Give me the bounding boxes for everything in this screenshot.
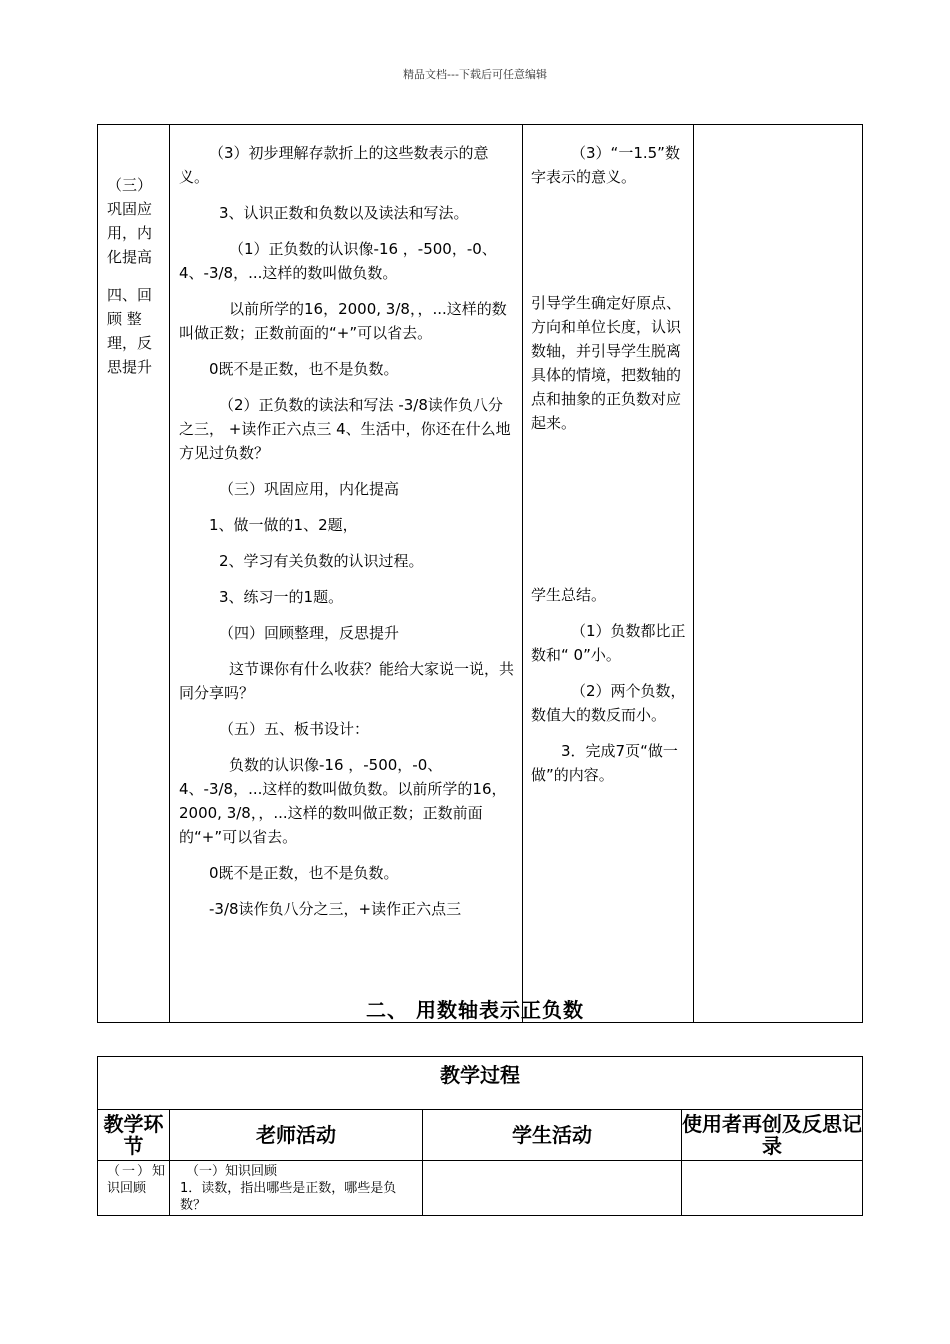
lesson-table-continued [97, 124, 863, 1023]
student-text: （1）负数都比正数和“ 0”小。 [531, 622, 686, 664]
header-reflection: 使用者再创及反思记录 [682, 1110, 863, 1161]
teacher-text: 以前所学的16，2000, 3/8，，...这样的数叫做正数；正数前面的“+”可以省去。 [179, 300, 507, 342]
reflection-cell [694, 125, 863, 1023]
row-stage: （一）知识回顾 [98, 1161, 170, 1216]
student-activity-cell [523, 125, 694, 1023]
teacher-text: （1）正负数的认识像-16 ，-500，-0、4、-3/8，...这样的数叫做负数。 [179, 240, 497, 282]
teacher-text: -3/8读作负八分之三，+读作正六点三 [209, 900, 462, 918]
process-title: 教学过程 [98, 1057, 863, 1110]
student-text: （2）两个负数，数值大的数反而小。 [531, 682, 686, 724]
teacher-text: 这节课你有什么收获？能给大家说一说，共同分享吗？ [179, 660, 515, 702]
teacher-text: 3、认识正数和负数以及读法和写法。 [219, 204, 469, 222]
page-header: 精品文档---下载后可任意编辑 [403, 68, 547, 81]
row-teacher-line: （一）知识回顾 [186, 1164, 278, 1179]
stage-label-4: 四、回顾 整理，反思提升 [107, 286, 153, 376]
teacher-text: 1、做一做的1、2题， [209, 516, 358, 534]
header-student: 学生活动 [423, 1110, 682, 1161]
row-student [423, 1161, 682, 1216]
teacher-text: （三）巩固应用，内化提高 [219, 480, 400, 498]
teacher-activity-cell [170, 125, 523, 1023]
section-title: 二、 用数轴表示正负数 [366, 998, 584, 1022]
teacher-text: 0既不是正数，也不是负数。 [209, 360, 399, 378]
teacher-text: 负数的认识像-16 ，-500，-0、4、-3/8，...这样的数叫做负数。以前所学的16，2000, 3/8，，...这样的数叫做正数；正数前面的“+”可以省去。 [179, 756, 507, 846]
teacher-text: 2、学习有关负数的认识过程。 [219, 552, 424, 570]
teacher-text: （2）正负数的读法和写法 -3/8读作负八分之三， +读作正六点三 4、生活中，你还在什么地方见过负数？ [179, 396, 511, 462]
stage-label-3: （三）巩固应用，内化提高 [107, 176, 153, 266]
row-teacher-line: 1．读数，指出哪些是正数，哪些是负数？ [180, 1181, 397, 1213]
header-stage: 教学环节 [98, 1110, 170, 1161]
teacher-text: （四）回顾整理，反思提升 [219, 624, 400, 642]
row-reflection [682, 1161, 863, 1216]
row-teacher [170, 1161, 423, 1216]
teacher-text: 0既不是正数，也不是负数。 [209, 864, 399, 882]
teacher-text: （五）五、板书设计： [219, 720, 370, 738]
teacher-text: （3）初步理解存款折上的这些数表示的意义。 [179, 144, 489, 186]
student-text: 3．完成7页“做一做”的内容。 [531, 742, 678, 784]
teacher-text: 3、练习一的1题。 [219, 588, 344, 606]
student-text: （3）“一1.5”数字表示的意义。 [531, 144, 680, 186]
header-teacher: 老师活动 [170, 1110, 423, 1161]
teaching-process-table [97, 1056, 863, 1216]
student-text: 学生总结。 [531, 586, 607, 604]
stage-cell [98, 125, 170, 1023]
student-text: 引导学生确定好原点、方向和单位长度，认识数轴，并引导学生脱离具体的情境，把数轴的点和抽象的正负数对应起来。 [531, 294, 682, 432]
